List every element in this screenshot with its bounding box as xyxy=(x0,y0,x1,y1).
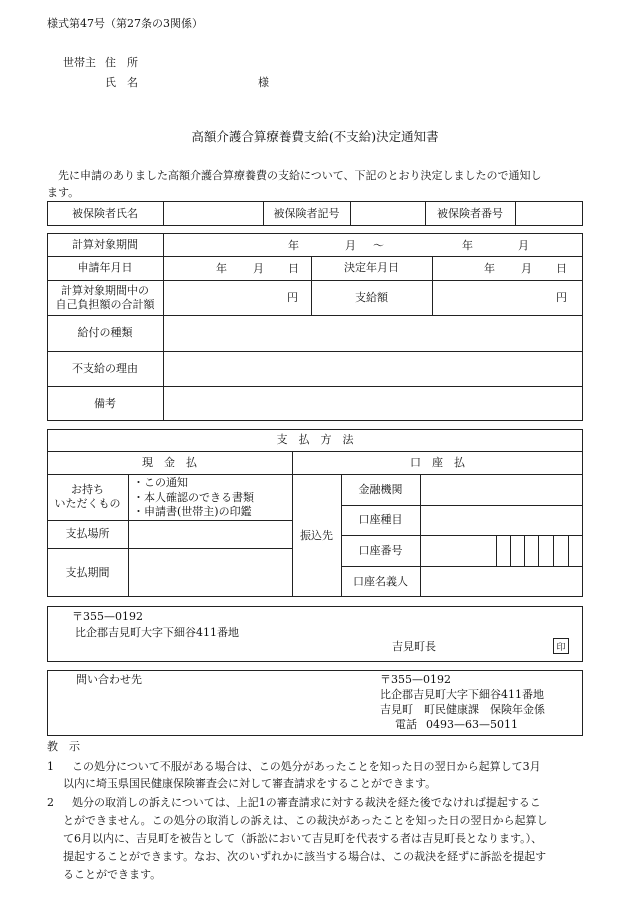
instruction-item2-line1: 処分の取消しの訴えについては、上記1の審査請求に対する裁決を経た後でなければ提起するこ xyxy=(72,796,541,809)
decision-date-day: 日 xyxy=(556,262,567,275)
contact-department: 吉見町 町民健康課 保険年金係 xyxy=(380,703,545,716)
instruction-item2-line2: とができません。この処分の取消しの訴えは、この裁決があったことを知った日の翌日から起算し xyxy=(63,814,548,827)
payment-place-label: 支払場所 xyxy=(65,527,110,541)
intro-text-line1: 先に申請のありました高額介護合算療養費の支給について、下記のとおり決定しましたので通知し xyxy=(58,169,542,182)
decision-date-year: 年 xyxy=(484,262,495,275)
householder-label: 世帯主 xyxy=(63,56,96,69)
total-self-pay-label xyxy=(47,280,163,315)
apply-date-month: 月 xyxy=(253,262,264,275)
total-self-pay-label-line2: 自己負担額の合計額 xyxy=(55,297,155,311)
instruction-item2-line5: ることができます。 xyxy=(63,868,162,881)
decision-date-month: 月 xyxy=(521,262,532,275)
list-item: ・本人確認のできる書類 xyxy=(133,490,254,504)
issuer-mayor: 吉見町長 xyxy=(392,640,436,653)
honorific: 様 xyxy=(258,76,269,89)
account-number-label: 口座番号 xyxy=(358,543,403,557)
instruction-item1-line1: この処分について不服がある場合は、この処分があったことを知った日の翌日から起算して3月 xyxy=(72,760,541,773)
total-self-pay-label-line1: 計算対象期間中の xyxy=(61,283,149,297)
instruction-heading: 教 示 xyxy=(47,740,80,753)
contact-address: 比企郡吉見町大字下細谷411番地 xyxy=(380,688,544,701)
insured-symbol-label: 被保険者記号 xyxy=(273,206,340,220)
non-payment-reason-label: 不支給の理由 xyxy=(72,361,138,375)
payment-amount-label: 支給額 xyxy=(355,290,388,304)
items-to-bring-label-line2: いただくもの xyxy=(54,497,121,510)
period-label: 計算対象期間 xyxy=(72,237,138,251)
account-payment-label: 口 座 払 xyxy=(410,455,465,469)
period-month1: 月 xyxy=(345,239,356,252)
list-item: ・申請書(世帯主)の印鑑 xyxy=(133,505,252,518)
items-to-bring-label-line1: お持ち xyxy=(71,483,104,497)
list-item: ・この通知 xyxy=(133,476,188,489)
instruction-item1-line2: 以内に埼玉県国民健康保険審査会に対して審査請求をすることができます。 xyxy=(63,777,437,790)
seal-icon: 印 xyxy=(553,638,569,654)
contact-phone-label: 電話 xyxy=(395,718,417,731)
contact-phone: 0493—63—5011 xyxy=(426,718,518,731)
transfer-destination-label: 振込先 xyxy=(300,528,333,542)
instruction-item2-number: 2 xyxy=(47,796,54,809)
period-month2: 月 xyxy=(518,239,529,252)
instruction-item2-line4: 提起することができます。なお、次のいずれかに該当する場合は、この裁決を経ずに訴訟を提起す xyxy=(63,850,547,863)
insured-number-label: 被保険者番号 xyxy=(437,206,503,220)
intro-text-line2: ます。 xyxy=(47,186,80,199)
period-year1: 年 xyxy=(288,239,299,252)
address-label: 住 所 xyxy=(105,56,138,69)
issuer-postal: 〒355—0192 xyxy=(72,610,143,623)
apply-date-day: 日 xyxy=(288,262,299,275)
items-to-bring-label xyxy=(47,474,128,520)
issuer-address: 比企郡吉見町大字下細谷411番地 xyxy=(75,626,239,639)
total-yen: 円 xyxy=(287,291,298,304)
instruction-item2-line3: て6月以内に、吉見町を被告として（訴訟において吉見町を代表する者は吉見町長となります。）、 xyxy=(63,832,543,845)
cash-payment-label: 現 金 払 xyxy=(142,455,197,469)
benefit-type-label: 給付の種類 xyxy=(77,326,133,340)
remarks-label: 備考 xyxy=(94,396,116,410)
account-type-label: 口座種目 xyxy=(358,513,403,527)
contact-postal: 〒355—0192 xyxy=(380,673,451,686)
form-number: 様式第47号（第27条の3関係） xyxy=(47,17,203,30)
name-label: 氏 名 xyxy=(105,76,138,89)
period-year2: 年 xyxy=(462,239,473,252)
instruction-item1-number: 1 xyxy=(47,760,54,773)
period-tilde: ～ xyxy=(373,239,384,252)
contact-label: 問い合わせ先 xyxy=(76,673,142,686)
items-to-bring-list xyxy=(133,476,254,520)
payment-yen: 円 xyxy=(556,291,567,304)
account-holder-label: 口座名義人 xyxy=(353,574,408,588)
page-title: 高額介護合算療養費支給(不支給)決定通知書 xyxy=(191,129,439,144)
insured-name-label: 被保険者氏名 xyxy=(72,206,138,220)
apply-date-year: 年 xyxy=(216,262,227,275)
payment-period-label: 支払期間 xyxy=(65,565,110,579)
decision-date-label: 決定年月日 xyxy=(344,261,399,275)
bank-label: 金融機関 xyxy=(358,482,403,496)
apply-date-label: 申請年月日 xyxy=(77,261,133,275)
payment-method-title: 支 払 方 法 xyxy=(276,433,354,447)
